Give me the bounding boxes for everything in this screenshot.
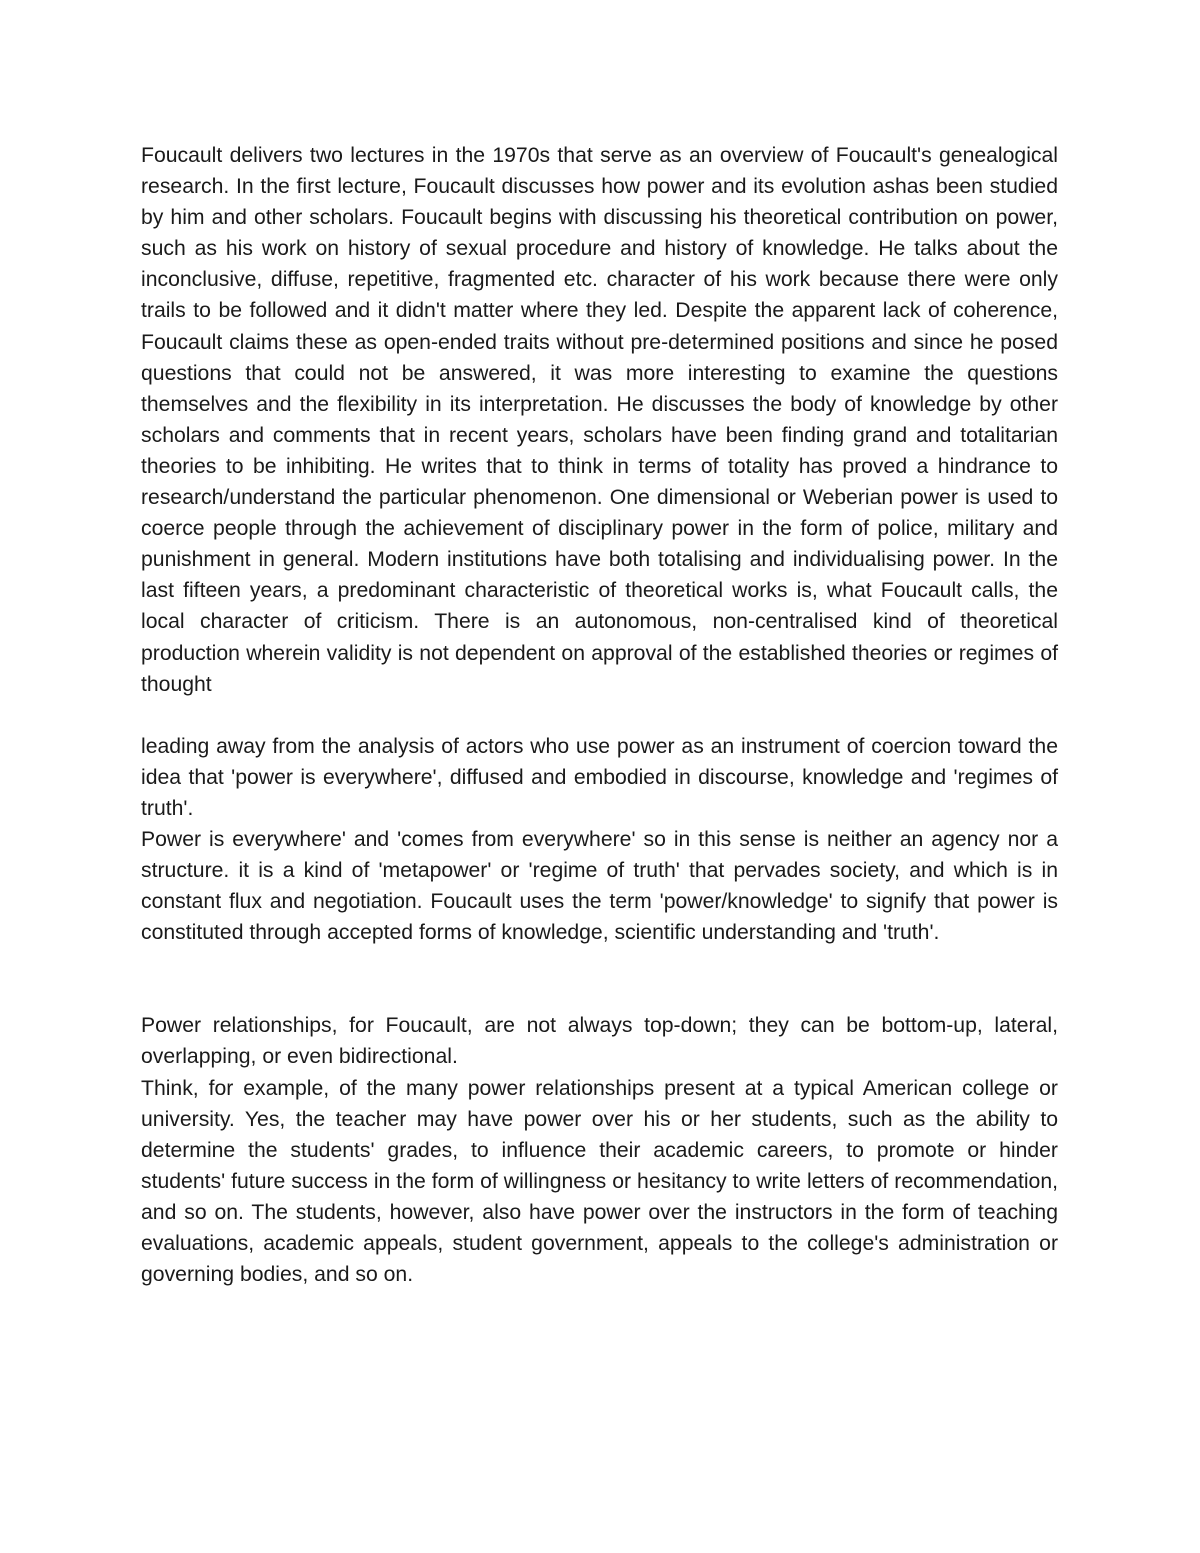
document-body xyxy=(141,140,1058,1290)
paragraph-university-example: Think, for example, of the many power relationships present at a typical American college or university. Yes, the teacher may have power over his or her students, such as the ability to determine the students' grades, to influence their academic careers, to promote or hinder students' future success in the form of willingness or hesitancy to write letters of recommendation, and so on. The students, however, also have power over the instructors in the form of teaching evaluations, academic appeals, student government, appeals to the college's administration or governing bodies, and so on. xyxy=(141,1076,1058,1287)
paragraph-genealogical-lectures: Foucault delivers two lectures in the 1970s that serve as an overview of Foucault's genealogical research. In the first lecture, Foucault discusses how power and its evolution ashas been studied by him and other scholars. Foucault begins with discussing his theoretical contribution on power, such as his work on history of sexual procedure and history of knowledge. He talks about the inconclusive, diffuse, repetitive, fragmented etc. character of his work because there were only trails to be followed and it didn't matter where they led. Despite the apparent lack of coherence, Foucault claims these as open-ended traits without pre-determined positions and since he posed questions that could not be answered, it was more interesting to examine the questions themselves and the flexibility in its interpretation. He discusses the body of knowledge by other scholars and comments that in recent years, scholars have been finding grand and totalitarian theories to be inhibiting. He writes that to think in terms of totality has proved a hindrance to research/understand the particular phenomenon. One dimensional or Weberian power is used to coerce people through the achievement of disciplinary power in the form of police, military and punishment in general. Modern institutions have both totalising and individualising power. In the last fifteen years, a predominant characteristic of theoretical works is, what Foucault calls, the local character of criticism. There is an autonomous, non-centralised kind of theoretical production wherein validity is not dependent on approval of the established theories or regimes of thought xyxy=(141,144,1058,696)
paragraph-spacer xyxy=(141,948,1058,1010)
paragraph-power-everywhere-intro: leading away from the analysis of actors who use power as an instrument of coercion toward the idea that 'power is everywhere', diffused and embodied in discourse, knowledge and 'regimes of truth'. xyxy=(141,734,1058,820)
paragraph-power-knowledge: Power is everywhere' and 'comes from everywhere' so in this sense is neither an agency nor a structure. it is a kind of 'metapower' or 'regime of truth' that pervades society, and which is in constant flux and negotiation. Foucault uses the term 'power/knowledge' to signify that power is constituted through accepted forms of knowledge, scientific understanding and 'truth'. xyxy=(141,827,1058,945)
paragraph-spacer xyxy=(141,700,1058,731)
paragraph-power-relationships: Power relationships, for Foucault, are not always top-down; they can be bottom-up, lateral, overlapping, or even bidirectional. xyxy=(141,1014,1058,1069)
